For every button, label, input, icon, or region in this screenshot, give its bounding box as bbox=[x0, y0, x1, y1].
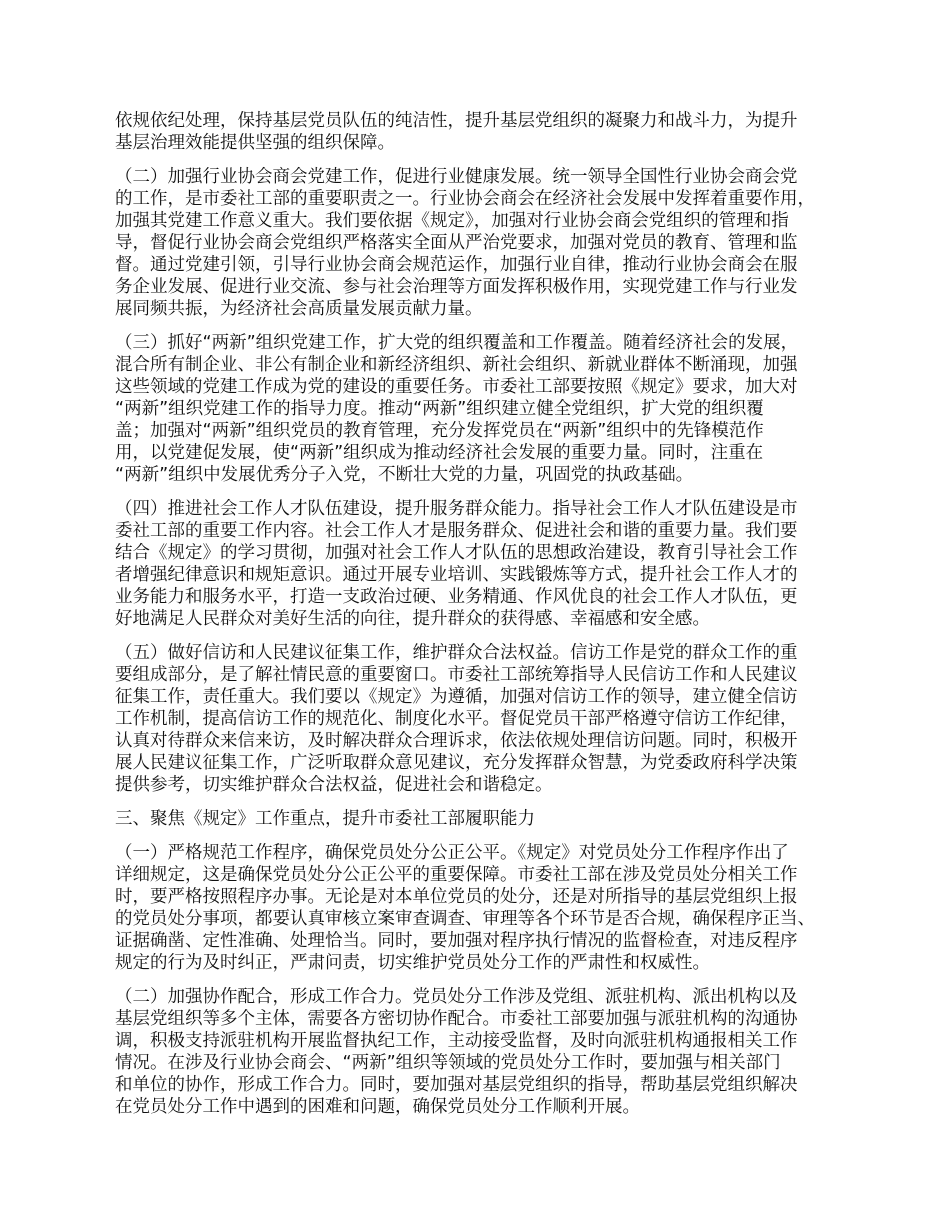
paragraph-coordination: （二）加强协作配合，形成工作合力。党员处分工作涉及党组、派驻机构、派出机构以及 基层党组织等多个主体，需要各方密切协作配合。市委社工部要加强与派驻机构的沟通协 调，积极支持派驻机构开展监督执纪工作，主动接受监督，及时向派驻机构通报相关工作 情况。在涉及行业协会商会、“两新”组织等领域的党员处分工作时，要加强与相关部门 和单位的协作，形成工作合力。同时，要加强对基层党组织的指导，帮助基层党组织解决 在党员处分工作中遇到的困难和问题，确保党员处分工作顺利开展。 bbox=[115, 987, 798, 1117]
section-heading: 三、聚焦《规定》工作重点，提升市委社工部履职能力 bbox=[115, 809, 535, 829]
document-page bbox=[115, 110, 840, 1130]
paragraph-continuation: 依规依纪处理，保持基层党员队伍的纯洁性，提升基层党组织的凝聚力和战斗力，为提升 基层治理效能提供坚强的组织保障。 bbox=[115, 111, 798, 153]
paragraph-procedures: （一）严格规范工作程序，确保党员处分公正公平。《规定》对党员处分工作程序作出了 详细规定，这是确保党员处分公正公平的重要保障。市委社工部在涉及党员处分相关工作 时，要严格按照程序办事。无论是对本单位党员的处分，还是对所指导的基层党组织上报 的党员处分事项，都要认真审核立案审查调查、审理等各个环节是否合规，确保程序正当、 证据确凿、定性准确、处理恰当。同时，要加强对程序执行情况的监督检查，对违反程序 规定的行为及时纠正，严肃问责，切实维护党员处分工作的严肃性和权威性。 bbox=[115, 843, 815, 973]
paragraph-industry-associations: （二）加强行业协会商会党建工作，促进行业健康发展。统一领导全国性行业协会商会党 的工作，是市委社工部的重要职责之一。行业协会商会在经济社会发展中发挥着重要作用， 加强其党建工作意义重大。我们要依据《规定》，加强对行业协会商会党组织的管理和指 导，督促行业协会商会党组织严格落实全面从严治党要求，加强对党员的教育、管理和监 督。通过党建引领，引导行业协会商会规范运作，加强行业自律，推动行业协会商会在服 务企业发展、促进行业交流、参与社会治理等方面发挥积极作用，实现党建工作与行业发 展同频共振，为经济社会高质量发展贡献力量。 bbox=[115, 167, 815, 319]
paragraph-petitions: （五）做好信访和人民建议征集工作，维护群众合法权益。信访工作是党的群众工作的重 要组成部分，是了解社情民意的重要窗口。市委社工部统筹指导人民信访工作和人民建议 征集工作，责任重大。我们要以《规定》为遵循，加强对信访工作的领导，建立健全信访 工作机制，提高信访工作的规范化、制度化水平。督促党员干部严格遵守信访工作纪律， 认真对待群众来信来访，及时解决群众合理诉求，依法依规处理信访问题。同时，积极开 展人民建议征集工作，广泛听取群众意见建议，充分发挥群众智慧，为党委政府科学决策 提供参考，切实维护群众合法权益，促进社会和谐稳定。 bbox=[115, 643, 798, 795]
paragraph-two-new-organizations: （三）抓好“两新”组织党建工作，扩大党的组织覆盖和工作覆盖。随着经济社会的发展， 混合所有制企业、非公有制企业和新经济组织、新社会组织、新就业群体不断涌现，加强 这些领域的党建工作成为党的建设的重要任务。市委社工部要按照《规定》要求，加大对 “两新”组织党建工作的指导力度。推动“两新”组织建立健全党组织，扩大党的组织覆 盖；加强对“两新”组织党员的教育管理，充分发挥党员在“两新”组织中的先锋模范作 用，以党建促发展，使“两新”组织成为推动经济社会发展的重要力量。同时，注重在 “两新”组织中发展优秀分子入党，不断壮大党的力量，巩固党的执政基础。 bbox=[115, 333, 799, 485]
paragraph-social-work-talent: （四）推进社会工作人才队伍建设，提升服务群众能力。指导社会工作人才队伍建设是市 委社工部的重要工作内容。社会工作人才是服务群众、促进社会和谐的重要力量。我们要 结合《规定》的学习贯彻，加强对社会工作人才队伍的思想政治建设，教育引导社会工作 者增强纪律意识和规矩意识。通过开展专业培训、实践锻炼等方式，提升社会工作人才的 业务能力和服务水平，打造一支政治过硬、业务精通、作风优良的社会工作人才队伍，更 好地满足人民群众对美好生活的向往，提升群众的获得感、幸福感和安全感。 bbox=[115, 499, 798, 629]
